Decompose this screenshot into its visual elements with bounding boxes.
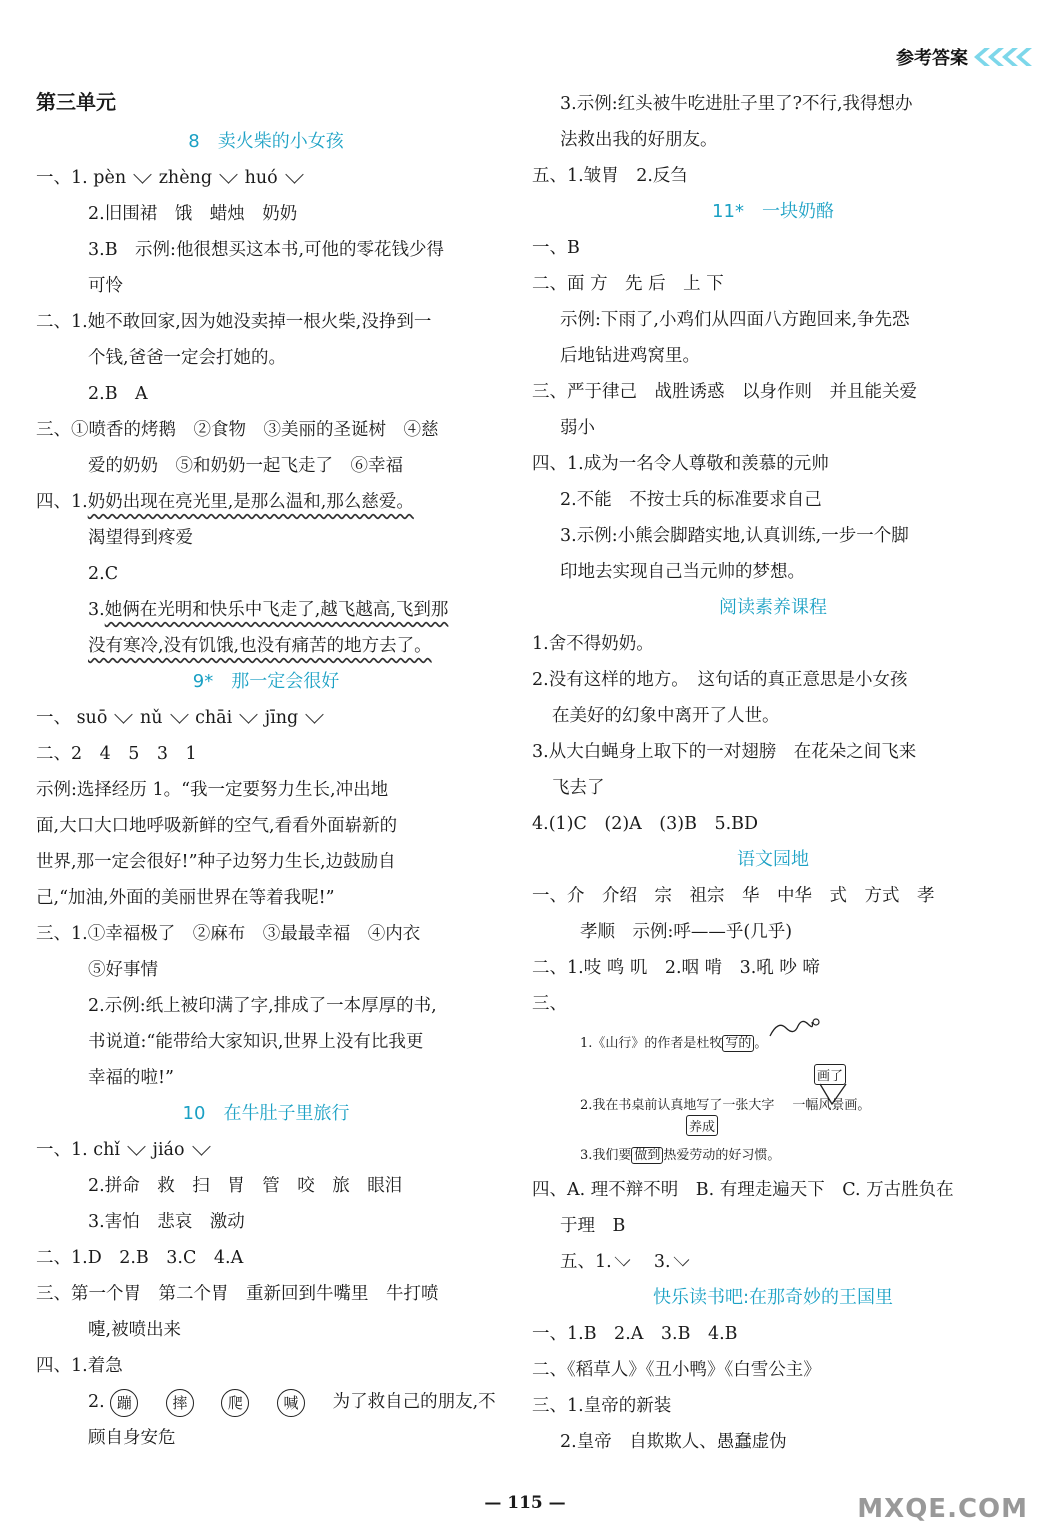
- check-mark-icon: [115, 705, 133, 723]
- boxed-text: 做到: [631, 1147, 663, 1164]
- wavy-underlined-answer: 奶奶出现在亮光里,是那么温和,那么慈爱。: [87, 492, 414, 512]
- answer-line: 四、1.奶奶出现在亮光里,是那么温和,那么慈爱。: [36, 492, 414, 512]
- circled-char: 喊: [277, 1389, 305, 1417]
- answer-line: 四、1.着急: [36, 1356, 123, 1376]
- answer-line: 书说道:“能带给大家知识,世界上没有比我更: [88, 1032, 424, 1052]
- arrow-decoration-icon: [976, 48, 1032, 66]
- answer-line: 3.示例:小熊会脚踏实地,认真训练,一步一个脚: [560, 526, 909, 546]
- answer-line: 二、《稻草人》《丑小鸭》《白雪公主》: [532, 1360, 821, 1380]
- answer-line: 示例:选择经历 1。“我一定要努力生长,冲出地: [36, 780, 389, 800]
- answer-line: ⑤好事情: [88, 960, 158, 980]
- header-title: 参考答案: [896, 48, 968, 69]
- answer-line: 己,“加油,外面的美丽世界在等着我呢!”: [36, 888, 335, 908]
- pinyin-answer: chǐ: [93, 1140, 120, 1160]
- answer-line: 印地去实现自己当元帅的梦想。: [560, 562, 805, 582]
- answer-line: 三、①喷香的烤鹅 ②食物 ③美丽的圣诞树 ④慈: [36, 420, 439, 440]
- answer-line: 面,大口大口地呼吸新鲜的空气,看看外面崭新的: [36, 816, 398, 836]
- answer-line: 嚏,被喷出来: [88, 1320, 182, 1340]
- section-title-9: 9* 那一定会很好: [192, 671, 340, 692]
- insert-box: 画了: [814, 1064, 846, 1085]
- check-mark-icon: [306, 705, 324, 723]
- correction-line-2: 2.我在书桌前认真地写了一张大字 一幅风景画。: [580, 1098, 871, 1113]
- answer-line: 二、2 4 5 3 1: [36, 744, 197, 764]
- answer-line: 2.B A: [88, 384, 148, 404]
- pinyin-answer: suō: [76, 708, 108, 728]
- answer-line: 1.舍不得奶奶。: [532, 634, 654, 654]
- check-mark-icon: [219, 165, 237, 183]
- check-mark-icon: [239, 705, 257, 723]
- circled-char: 蹦: [110, 1389, 138, 1417]
- circled-char: 爬: [221, 1389, 249, 1417]
- correction-line-3: 3.我们要 做到 热爱劳动的好习惯。: [580, 1148, 781, 1163]
- circled-char: 摔: [166, 1389, 194, 1417]
- insert-box: 养成: [686, 1115, 718, 1136]
- answer-line: [36, 628, 496, 664]
- answer-line: 一、1. chǐ jiáo: [36, 1132, 496, 1168]
- answer-line: 世界,那一定会很好!”种子边努力生长,边鼓励自: [36, 852, 396, 872]
- answer-line: 法救出我的好朋友。: [560, 130, 718, 150]
- pinyin-answer: nǔ: [139, 708, 163, 728]
- answer-line: 2.旧围裙 饿 蜡烛 奶奶: [88, 204, 298, 224]
- check-mark-icon: [127, 1137, 145, 1155]
- pinyin-answer: pèn: [93, 168, 127, 188]
- answer-line: 渴望得到疼爱: [88, 528, 193, 548]
- answer-line: 2.示例:纸上被印满了字,排成了一本厚厚的书,: [88, 996, 437, 1016]
- answer-line: 三、: [532, 994, 567, 1014]
- section-title-garden: 语文园地: [737, 849, 809, 870]
- page-number: — 115 —: [484, 1493, 566, 1513]
- page-header: [896, 44, 1032, 70]
- answer-line: 一、 suō nǔ chāi jīng: [36, 700, 496, 736]
- check-mark-icon: [192, 1137, 210, 1155]
- answer-line: 顾自身安危: [88, 1428, 176, 1448]
- answer-line: 3.害怕 悲哀 激动: [88, 1212, 245, 1232]
- check-mark-icon: [170, 705, 188, 723]
- answer-line: 个钱,爸爸一定会打她的。: [88, 348, 287, 368]
- answer-line: 3.她俩在光明和快乐中飞走了,越飞越高,飞到那: [88, 600, 449, 620]
- answer-line: 三、1.皇帝的新装: [532, 1396, 672, 1416]
- answer-line: 三、严于律己 战胜诱惑 以身作则 并且能关爱: [532, 382, 917, 402]
- answer-line: 2.皇帝 自欺欺人、愚蠢虚伪: [560, 1432, 787, 1452]
- pinyin-answer: zhèng: [158, 168, 213, 188]
- answer-line: 三、第一个胃 第二个胃 重新回到牛嘴里 牛打喷: [36, 1284, 439, 1304]
- answer-line: 孝顺 示例:呼——乎(几乎): [580, 922, 793, 942]
- answer-line: 弱小: [560, 418, 595, 438]
- right-column: [532, 86, 1014, 1460]
- answer-line: 五、1.皱胃 2.反刍: [532, 166, 688, 186]
- answer-line: 四、1.成为一名令人尊敬和羡慕的元帅: [532, 454, 829, 474]
- answer-line: 飞去了: [552, 778, 605, 798]
- section-title-8: 8 卖火柴的小女孩: [188, 131, 344, 152]
- wavy-underlined-answer: 没有寒冷,没有饥饿,也没有痛苦的地方去了。: [88, 636, 432, 656]
- pinyin-answer: huó: [244, 168, 278, 188]
- answer-line: 于理 B: [560, 1216, 626, 1236]
- answer-line: 一、1.B 2.A 3.B 4.B: [532, 1324, 738, 1344]
- check-mark-icon: [614, 1251, 630, 1267]
- correction-diagram: [532, 1022, 1014, 1172]
- answer-line: 2.没有这样的地方。 这句话的真正意思是小女孩: [532, 670, 908, 690]
- answer-line: 二、1.吱 鸣 叽 2.咽 啃 3.吼 吵 啼: [532, 958, 820, 978]
- section-title-10: 10 在牛肚子里旅行: [182, 1103, 350, 1124]
- answer-line: 3.B 示例:他很想买这本书,可他的零花钱少得: [88, 240, 445, 260]
- answer-line: 三、1.①幸福极了 ②麻布 ③最最幸福 ④内衣: [36, 924, 421, 944]
- left-column: [36, 86, 496, 1456]
- answer-line: 幸福的啦!”: [88, 1068, 174, 1088]
- check-mark-icon: [285, 165, 303, 183]
- answer-line: 后地钻进鸡窝里。: [560, 346, 700, 366]
- answer-line: 五、1. 3.: [532, 1244, 1014, 1280]
- wavy-underlined-answer: 她俩在光明和快乐中飞走了,越飞越高,飞到那: [104, 600, 449, 620]
- unit-title: 第三单元: [36, 90, 116, 114]
- deletion-mark-icon: [768, 1018, 828, 1038]
- pinyin-answer: jīng: [264, 708, 299, 728]
- answer-line: 一、B: [532, 238, 580, 258]
- answer-line: 2. 蹦 摔 爬 喊 为了救自己的朋友,不: [36, 1384, 496, 1420]
- section-title-reading-bar: 快乐读书吧:在那奇妙的王国里: [652, 1287, 894, 1308]
- answer-line: 4.(1)C (2)A (3)B 5.BD: [532, 814, 759, 834]
- pinyin-answer: jiáo: [152, 1140, 185, 1160]
- answer-line: 一、1. pèn zhèng huó: [36, 160, 496, 196]
- answer-line: 二、1.她不敢回家,因为她没卖掉一根火柴,没挣到一: [36, 312, 432, 332]
- answer-line: 示例:下雨了,小鸡们从四面八方跑回来,争先恐: [560, 310, 910, 330]
- check-mark-icon: [673, 1251, 689, 1267]
- correction-line-1: 1.《山行》的作者是杜牧 写的 。: [580, 1036, 768, 1051]
- answer-line: 可怜: [88, 276, 123, 296]
- answer-line: 二、面 方 先 后 上 下: [532, 274, 724, 294]
- answer-line: 3.示例:红头被牛吃进肚子里了?不行,我得想办: [560, 94, 913, 114]
- watermark: MXQE.COM: [857, 1494, 1028, 1524]
- answer-line: 3.从大白蝇身上取下的一对翅膀 在花朵之间飞来: [532, 742, 917, 762]
- section-title-11: 11* 一块奶酪: [712, 201, 834, 222]
- boxed-text: 写的: [722, 1035, 754, 1052]
- answer-line: 2.拼命 救 扫 胃 管 咬 旅 眼泪: [88, 1176, 403, 1196]
- pinyin-answer: chāi: [195, 708, 233, 728]
- answer-line: 在美好的幻象中离开了人世。: [552, 706, 780, 726]
- answer-line: 2.C: [88, 564, 119, 584]
- answer-line: 二、1.D 2.B 3.C 4.A: [36, 1248, 244, 1268]
- check-mark-icon: [133, 165, 151, 183]
- section-title-reading: 阅读素养课程: [719, 597, 827, 618]
- answer-line: 爱的奶奶 ⑤和奶奶一起飞走了 ⑥幸福: [88, 456, 403, 476]
- answer-line: 2.不能 不按士兵的标准要求自己: [560, 490, 822, 510]
- answer-line: 四、A. 理不辩不明 B. 有理走遍天下 C. 万古胜负在: [532, 1180, 954, 1200]
- answer-line: 一、介 介绍 宗 祖宗 华 中华 式 方式 孝: [532, 886, 935, 906]
